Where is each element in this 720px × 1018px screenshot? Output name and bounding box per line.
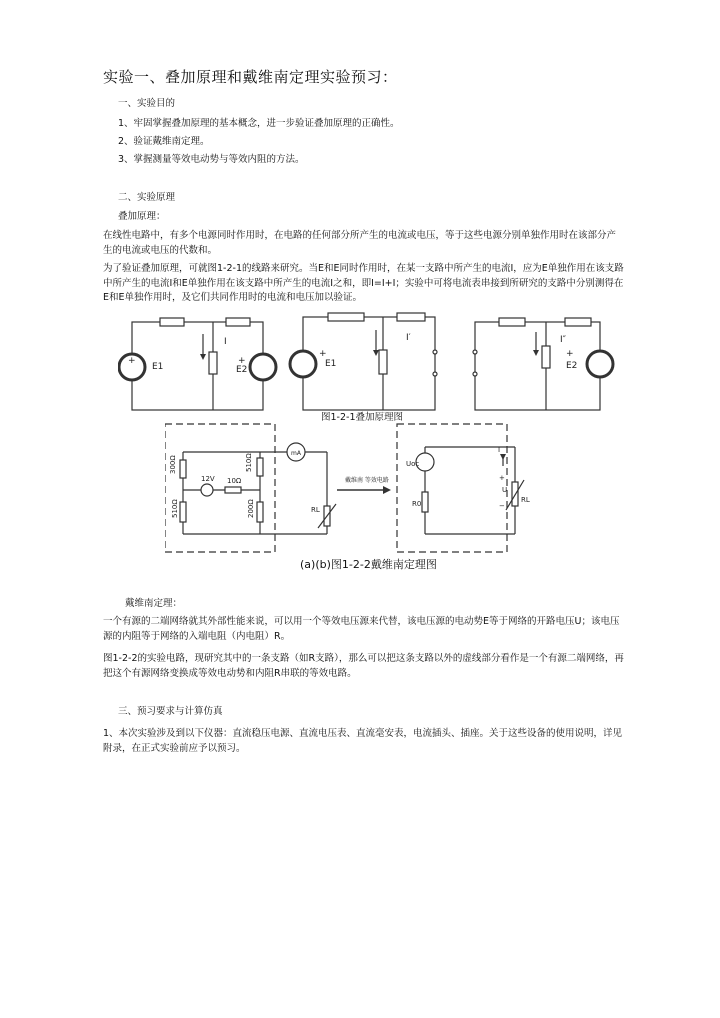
section2-heading: 二、实验原理 <box>118 192 176 203</box>
fig1-e2-c: E2 <box>566 361 578 371</box>
objective-item: 3、掌握测量等效电动势与等效内阻的方法。 <box>118 154 305 165</box>
label-rl-a: RL <box>311 506 320 514</box>
thevenin-paragraph-2: 图1-2-2的实验电路，现研究其中的一条支路（如R支路），那么可以把这条支路以外的虚线部分看作是一个有源二端网络，再把这个有源网络变换成等效电动势和内阻R串联的等效电路。 <box>103 653 624 679</box>
thevenin-heading: 戴维南定理： <box>125 598 183 609</box>
section1-heading: 一、实验目的 <box>118 98 176 109</box>
label-u: U <box>502 486 508 494</box>
figure-2-caption: (a)(b)图1-2-2戴维南定理图 <box>300 558 437 571</box>
svg-text:+: + <box>319 349 327 359</box>
label-ma: mA <box>291 450 301 457</box>
fig1-e1: E1 <box>152 362 164 372</box>
label-uoc: Uoc <box>406 460 420 468</box>
thevenin-paragraph: 一个有源的二端网络就其外部性能来说，可以用一个等效电压源来代替，该电压源的电动势E等于网络的开路电压U；该电压源的内阻等于网络的入端电阻（内电阻）R。 <box>103 616 620 642</box>
active-network-boundary <box>165 424 275 552</box>
objective-item: 1、牢固掌握叠加原理的基本概念，进一步验证叠加原理的正确性。 <box>118 118 400 129</box>
label-300: 300Ω <box>169 455 177 474</box>
section3-paragraph: 1、本次实验涉及到以下仪器：直流稳压电源、直流电压表、直流毫安表，电流插头、插座。关于这些设备的使用说明，详见附录，在正式实验前应予以预习。 <box>103 728 623 754</box>
svg-text:+: + <box>566 349 574 359</box>
page-title: 实验一、叠加原理和戴维南定理实验预习： <box>103 68 398 86</box>
fig1-i-prime: I′ <box>406 333 411 343</box>
superposition-paragraph: 在线性电路中，有多个电源同时作用时，在电路的任何部分所产生的电流或电压，等于这些电源分别单独作用时在该部分产生的电流或电压的代数和。 <box>103 230 617 256</box>
label-plus: + <box>499 474 505 482</box>
circuit-2-frame <box>303 317 435 410</box>
objective-item: 2、验证戴维南定理。 <box>118 136 210 147</box>
arrow-label: 戴维南 等效电路 <box>345 477 389 484</box>
label-10: 10Ω <box>227 477 242 485</box>
label-510a: 510Ω <box>245 453 253 472</box>
thevenin-figure <box>165 422 535 556</box>
superposition-paragraph-2: 为了验证叠加原理，可就图1-2-1的线路来研究。当E和E同时作用时，在某一支路中所产生的电流I，应为E单独作用在该支路中所产生的电流I和E单独作用在该支路中所产生的电流I之和，即I=I+I；实验中可将电流表串接到所研究的支路中分别测得在E和E单独作用时，及它们共同作用时的电流和电压加以验证。 <box>103 263 624 303</box>
label-rl-b: RL <box>521 496 530 504</box>
label-510b: 510Ω <box>171 499 179 518</box>
label-i: I <box>498 446 501 454</box>
label-r0: R0 <box>412 500 422 508</box>
section3-heading: 三、预习要求与计算仿真 <box>118 706 223 717</box>
svg-text:+: + <box>128 356 136 366</box>
fig1-i: I <box>224 337 227 347</box>
superposition-heading: 叠加原理： <box>118 211 166 222</box>
svg-text:+: + <box>238 356 246 366</box>
superposition-figure <box>118 312 618 412</box>
circuit-3-frame <box>475 322 600 410</box>
label-minus: − <box>499 502 505 510</box>
fig1-i-dprime: I″ <box>560 335 567 345</box>
fig1-e1-b: E1 <box>325 359 337 369</box>
fig1-e2: E2 <box>236 365 248 375</box>
label-12v: 12V <box>201 475 215 483</box>
label-200: 200Ω <box>247 499 255 518</box>
equivalent-boundary <box>397 424 507 552</box>
figure-1-caption: 图1-2-1叠加原理图 <box>321 412 403 423</box>
